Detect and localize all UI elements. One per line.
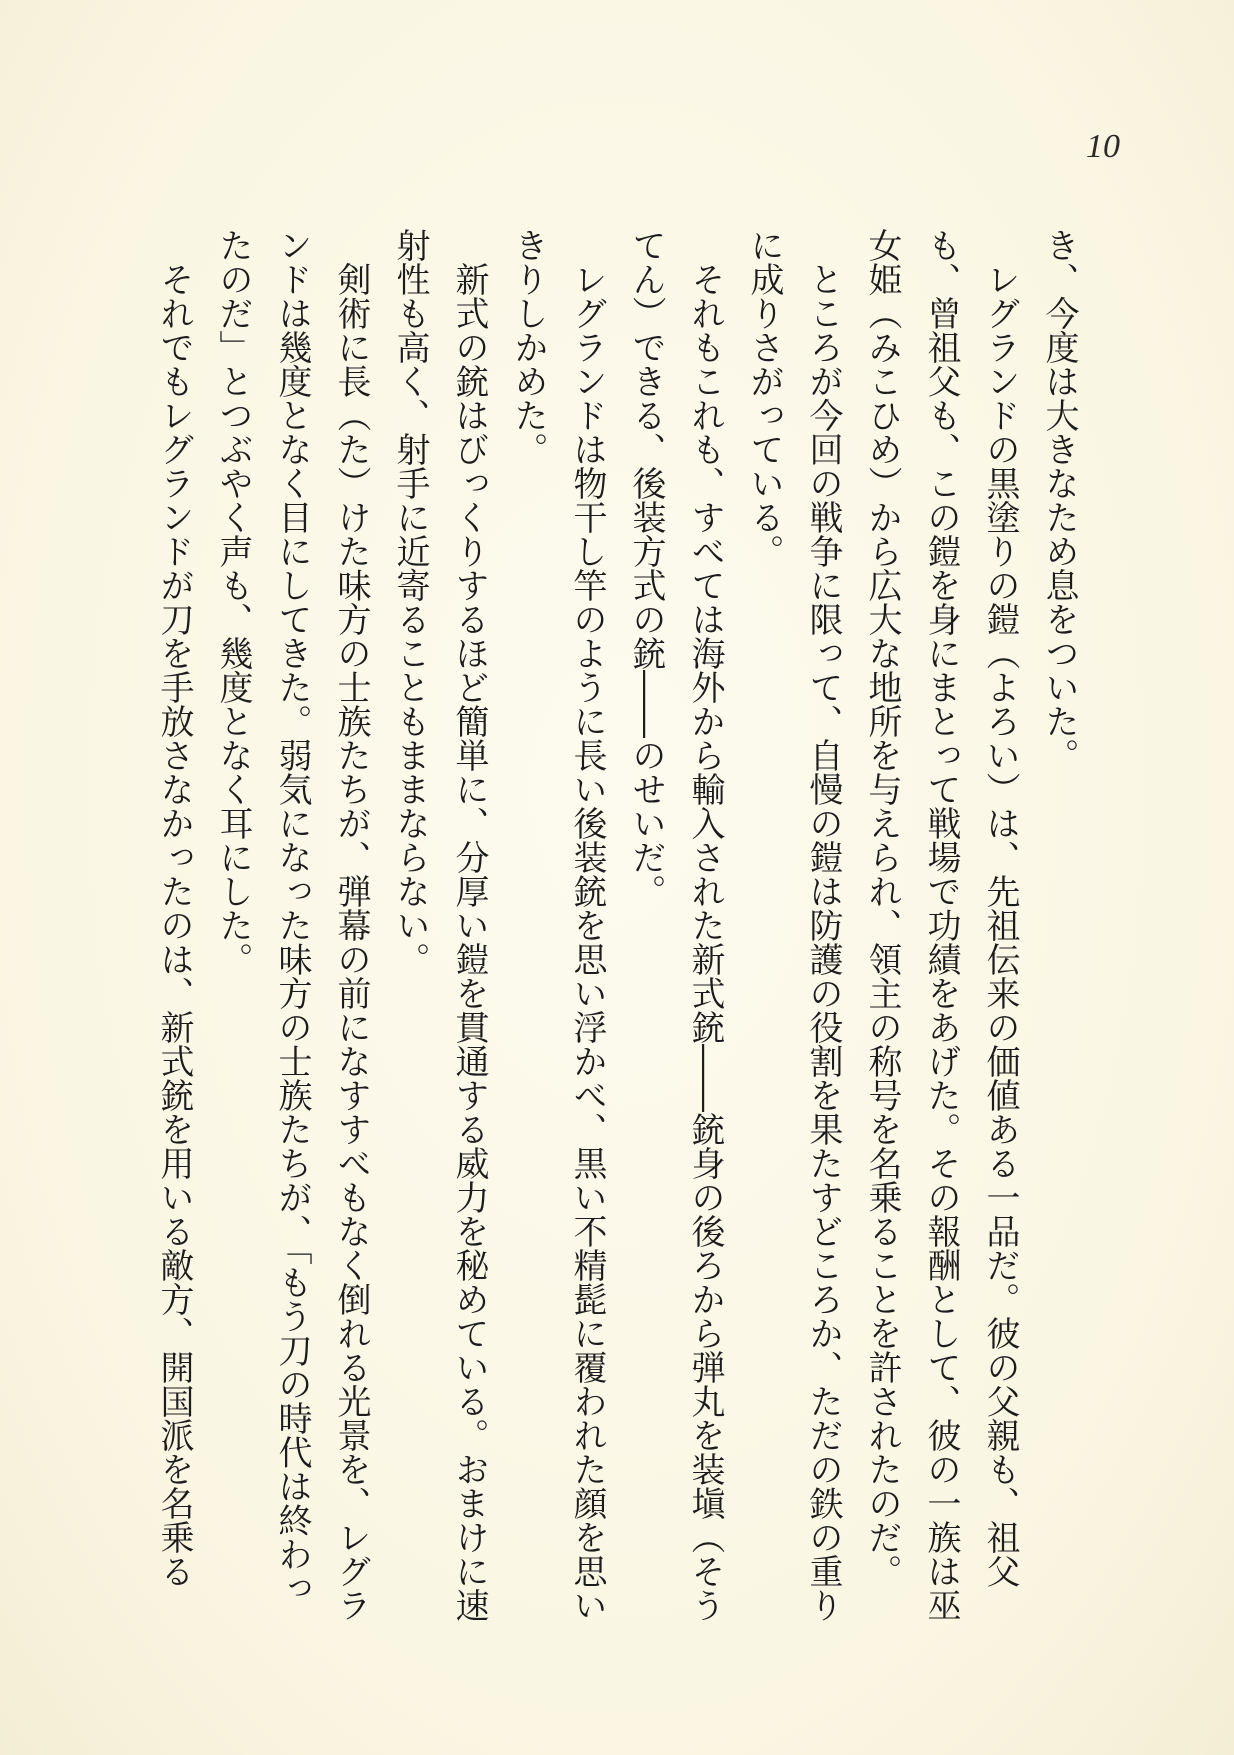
paragraph: 新式の銃はびっくりするほど簡単に、分厚い鎧を貫通する威力を秘めている。おまけに速射性も高く、射手に近寄ることもままならない。 (390, 228, 489, 1622)
paragraph: それもこれも、すべては海外から輸入された新式銃――銃身の後ろから弾丸を装塡（そうてん）できる、後装方式の銃――のせいだ。 (626, 228, 725, 1622)
body-text (154, 228, 1088, 1648)
paragraph: それでもレグランドが刀を手放さなかったのは、新式銃を用いる敵方、開国派を名乗る (154, 262, 194, 1588)
paragraph: ところが今回の戦争に限って、自慢の鎧は防護の役割を果たすどころか、ただの鉄の重りに成りさがっている。 (744, 228, 843, 1622)
paragraph: レグランドの黒塗りの鎧（よろい）は、先祖伝来の価値ある一品だ。彼の父親も、祖父も、曾祖父も、この鎧を身にまとって戦場で功績をあげた。その報酬として、彼の一族は巫女姫（みこひめ）から広大な地所を与えられ、領主の称号を名乗ることを許されたのだ。 (862, 228, 1020, 1622)
paragraph: き、今度は大きなため息をついた。 (1039, 228, 1079, 772)
page-number: 10 (1086, 128, 1120, 165)
paragraph: 剣術に長（た）けた味方の士族たちが、弾幕の前になすすべもなく倒れる光景を、レグランドは幾度となく目にしてきた。弱気になった味方の士族たちが、「もう刀の時代は終わったのだ」とつぶやく声も、幾度となく耳にした。 (213, 228, 371, 1622)
vertical-text-column-group (154, 228, 1088, 1628)
paragraph: レグランドは物干し竿のように長い後装銃を思い浮かべ、黒い不精髭に覆われた顔を思いきりしかめた。 (508, 228, 607, 1622)
